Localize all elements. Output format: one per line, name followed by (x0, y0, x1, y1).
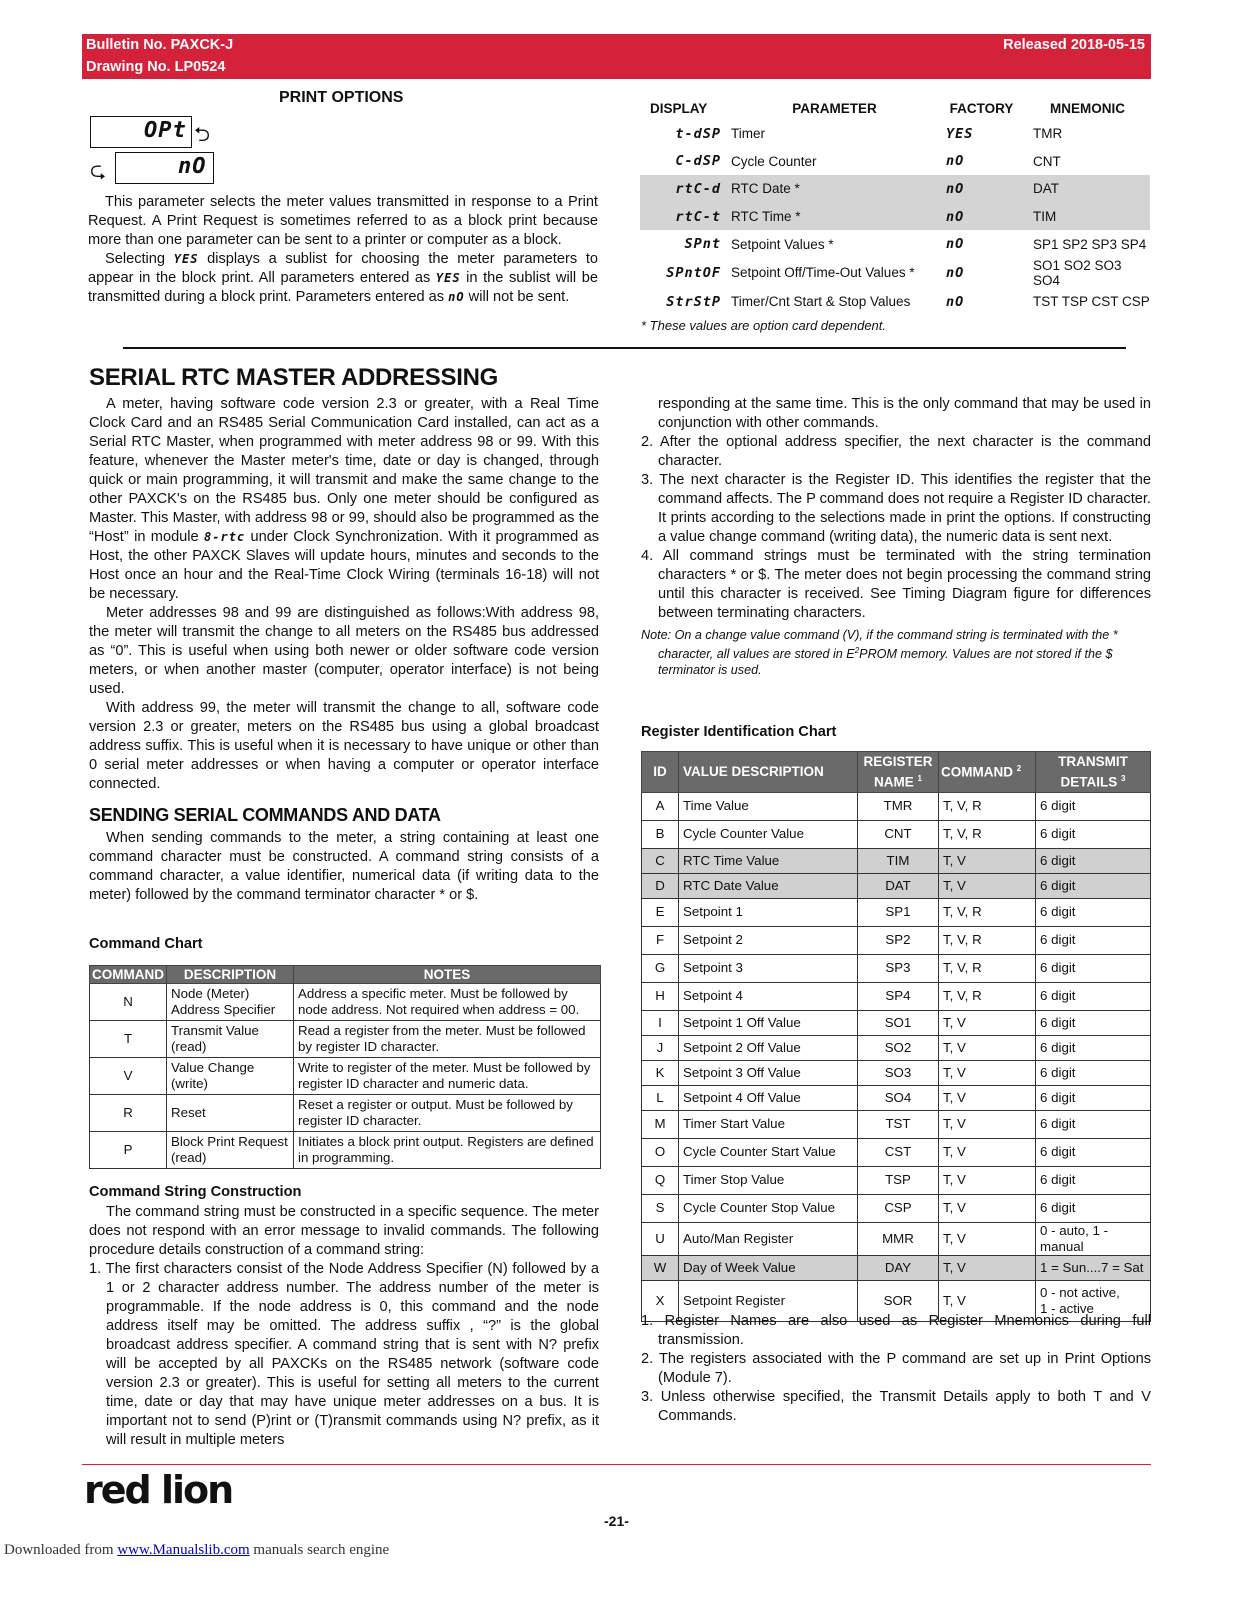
col-mnemonic: MNEMONIC (1050, 100, 1125, 116)
table-row: rtC-d RTC Date * nO DAT (640, 175, 1150, 203)
table-row: A Time Value TMR T, V, R 6 digit (642, 792, 1151, 820)
table-row: F Setpoint 2 SP2 T, V, R 6 digit (642, 926, 1151, 954)
sending-text: When sending commands to the meter, a string containing at least one command character must be constructed. A command string consists of a command character, a value identifier, numerical data (if writing data to the meter) followed by the command terminator character * or $. (89, 830, 599, 903)
red-lion-logo: red lion (84, 1468, 233, 1512)
arrow-forward-icon: ⮎ (90, 160, 107, 182)
arrow-return-icon: ⮌ (194, 124, 211, 146)
step-4: 4. All command strings must be terminated with the string termination characters * or $. The meter does not begin processing the command string until this character is received. See Timing Diagram figure for differences between terminating characters. (641, 548, 1151, 621)
step-2: 2. After the optional address specifier, the next character is the command character. (641, 434, 1151, 469)
display-top-text: OPt (144, 118, 187, 143)
serial-rtc-para1: A meter, having software code version 2.3 or greater, with a Real Time Clock Card and an RS485 Serial Communication Card installed, can act as a Serial RTC Master, when programmed with meter address 98 or 99. With this feature, whenever the Master meter's time, date or day is changed, through quick or main programming, it will transmit and make the same change to the other PAXCK's on the RS485 bus. Only one meter should be configured as Master. This Master, with address 98 or 99, should also be programmed as the “Host” in module 8-rtc under Clock Synchronization. With it programmed as Host, the other PAXCK Slaves will update hours, minutes and seconds to the Host once an hour and the Real-Time Clock Wiring (terminals 16-18) will not be necessary. (89, 396, 599, 602)
table-row: E Setpoint 1 SP1 T, V, R 6 digit (642, 898, 1151, 926)
table-row: U Auto/Man Register MMR T, V 0 - auto, 1 - manual (642, 1222, 1151, 1255)
manualslib-link[interactable]: www.Manualslib.com (117, 1542, 250, 1558)
display-bottom-text: nO (178, 154, 207, 179)
register-chart-table: ID VALUE DESCRIPTION REGISTER NAME $^1$ COMMAND $^2$ TRANSMIT DETAILS $^3$ A Time Value TMR T, V, R 6 digit B Cycle Counter Value CNT T, V, R 6 digit C RTC Time Value TIM T, V 6 digit D RTC Date Value DAT T, V 6 digit E Setpoint 1 SP1 T, V, R 6 digit F Setpoint 2 SP2 T, V, R 6 digit G Setpoint 3 SP3 T, V, R 6 digit H Setpoint 4 SP4 T, V, R 6 digit I Setpoint 1 Off Value SO1 T, V 6 digit J Setpoint 2 Off Value SO2 T, V 6 digit K Setpoint 3 Off Value SO3 T, V 6 digit L Setpoint 4 Off Value SO4 T, V 6 digit M Timer Start Value TST T, V 6 digit O Cycle Counter Start Value CST T, V 6 digit Q Timer Stop Value TSP T, V 6 digit S Cycle Counter Stop Value CSP T, V 6 digit U Auto/Man Register MMR T, V 0 - auto, 1 - manual W Day of Week Value DAY T, V 1 = Sun....7 = Sat X Setpoint Register SOR T, V 0 - not active, 1 - active (641, 751, 1151, 1322)
print-options-title: PRINT OPTIONS (279, 89, 404, 106)
table-row: S Cycle Counter Stop Value CSP T, V 6 digit (642, 1194, 1151, 1222)
col-display: DISPLAY (650, 100, 708, 116)
table-row: D RTC Date Value DAT T, V 6 digit (642, 873, 1151, 898)
construction-text-cont: responding at the same time. This is the only command that may be used in conjunction with other commands. 2. After the optional address specifier, the next character is the command character. 3. The next character is the Register ID. This identifies the register that the command affects. The P command does not require a Register ID character. It prints according to the selections made in print the options. If constructing a value change command (writing data), the numeric data is sent next. 4. All command strings must be terminated with the string termination characters * or $. The meter does not begin processing the command string until this character is received. See Timing Diagram figure for differences between terminating characters. Note: On a change value command (V), if the command string is terminated with the * character, all values are stored in $E^2PROM$ memory. Values are not stored if the $ terminator is used. (641, 396, 1151, 678)
serial-rtc-text (89, 395, 599, 794)
header-bar (82, 34, 1151, 79)
construction-title: Command String Construction (89, 1184, 302, 1200)
table-row: L Setpoint 4 Off Value SO4 T, V 6 digit (642, 1085, 1151, 1110)
register-notes: 1. Register Names are also used as Register Mnemonics during full transmission. 2. The registers associated with the P command are set up in Print Options (Module 7). 3. Unless otherwise specified, the Transmit Details apply to both T and V Commands. (641, 1313, 1151, 1424)
display-graphic (88, 114, 223, 186)
print-options-text (88, 193, 598, 307)
table-row: P Block Print Request (read) Initiates a block print output. Registers are defined in programming. (90, 1132, 601, 1169)
table-row: Q Timer Stop Value TSP T, V 6 digit (642, 1166, 1151, 1194)
table-row: T Transmit Value (read) Read a register from the meter. Must be followed by register ID character. (90, 1021, 601, 1058)
print-options-para1: This parameter selects the meter values transmitted in response to a Print Request. A Print Request is sometimes referred to as a block print because more than one parameter can be sent to a printer or computer as a block. (88, 194, 598, 248)
table-row: SPnt Setpoint Values * nO SP1 SP2 SP3 SP4 (684, 236, 1147, 253)
table-row: R Reset Reset a register or output. Must be followed by register ID character. (90, 1095, 601, 1132)
table-row: H Setpoint 4 SP4 T, V, R 6 digit (642, 982, 1151, 1010)
col-factory: FACTORY (949, 100, 1014, 116)
table-row: C-dSP Cycle Counter nO CNT (675, 153, 1061, 170)
section-divider (123, 347, 1126, 349)
release-date: Released 2018-05-15 (1003, 37, 1145, 53)
table-row: X Setpoint Register SOR T, V 0 - not active, 1 - active (642, 1280, 1151, 1321)
table-row: StrStP Timer/Cnt Start & Stop Values nO TST TSP CST CSP (666, 293, 1150, 310)
register-chart-title: Register Identification Chart (641, 724, 837, 740)
serial-rtc-title: SERIAL RTC MASTER ADDRESSING (89, 364, 498, 391)
col-parameter: PARAMETER (792, 100, 877, 116)
serial-rtc-para3: With address 99, the meter will transmit the change to all, software code version 2.3 or greater, meters on the RS485 bus using a global broadcast address suffix. This is useful when it is necessary to have unique or other than 0 serial meter addresses or when having a computer or operator interface connected. (89, 700, 599, 792)
drawing-number: Drawing No. LP0524 (86, 59, 226, 75)
sending-title: SENDING SERIAL COMMANDS AND DATA (89, 805, 441, 825)
table-row: B Cycle Counter Value CNT T, V, R 6 digit (642, 820, 1151, 848)
bulletin-number: Bulletin No. PAXCK-J (86, 37, 234, 53)
table-row: O Cycle Counter Start Value CST T, V 6 digit (642, 1138, 1151, 1166)
serial-rtc-para2: Meter addresses 98 and 99 are distinguished as follows:With address 98, the meter will transmit the change to all meters on the RS485 bus addressed as “0”. This is useful when using both newer or older software code version meters, or when another master (computer, operator interface) is not being used. (89, 605, 599, 697)
step-1: 1. The first characters consist of the Node Address Specifier (N) followed by a 1 or 2 character address number. The address number of the meter is programmable. If the node address is 0, this command and the node address itself may be omitted. The address suffix , “?” is the global broadcast address specifier. A command string that is sent with N? prefix will be accepted by all PAXCKs on the RS485 network (software code version 2.3 or greater). This is useful for setting all meters to the current time, date or day that may have unique meter addresses on a bus. It is important not to send (P)rint or (T)ransmit commands using N? prefix, as it will result in multiple meters (89, 1261, 599, 1448)
construction-text: The command string must be constructed in a specific sequence. The meter does not respond with an error message to invalid commands. The following procedure details construction of a command string: 1. The first characters consist of the Node Address Specifier (N) followed by a 1 or 2 character address number. The address number of the meter is programmable. If the node address is 0, this command and the node address itself may be omitted. The address suffix , “?” is the global broadcast address specifier. A command string that is sent with N? prefix will be accepted by all PAXCKs on the RS485 network (software code version 2.3 or greater). This is useful for setting all meters to the current time, date or day that may have unique meter addresses on a bus. It is important not to send (P)rint or (T)ransmit commands using N? prefix, as it will result in multiple meters (89, 1204, 599, 1448)
command-chart-title: Command Chart (89, 936, 203, 952)
print-parameter-table (640, 96, 1150, 316)
page-number: -21- (604, 1513, 629, 1529)
print-options-para2: Selecting YES displays a sublist for choosing the meter parameters to appear in the block print. All parameters entered as YES in the sublist will be transmitted during a block print. Parameters entered as nO will not be sent. (88, 251, 599, 305)
step-3: 3. The next character is the Register ID. This identifies the register that the command affects. The P command does not require a Register ID character. It prints according to the selections made in print the options. If constructing a value change command (writing data), the numeric data is sent next. (641, 472, 1151, 545)
table-row: rtC-t RTC Time * nO TIM (640, 203, 1150, 231)
table-row: K Setpoint 3 Off Value SO3 T, V 6 digit (642, 1060, 1151, 1085)
table-row: SPntOF Setpoint Off/Time-Out Values * nO SO1 SO2 SO3 SO4 (666, 257, 1122, 288)
table-row: C RTC Time Value TIM T, V 6 digit (642, 848, 1151, 873)
table-row: I Setpoint 1 Off Value SO1 T, V 6 digit (642, 1010, 1151, 1035)
footer-divider (82, 1464, 1151, 1465)
construction-note: Note: On a change value command (V), if the command string is terminated with the * character, all values are stored in $E^2PROM$ memory. Values are not stored if the $ terminator is used. (641, 628, 1118, 678)
table-row: N Node (Meter) Address Specifier Address a specific meter. Must be followed by node address. Not required when address = 00. (90, 984, 601, 1021)
command-chart-table: COMMAND DESCRIPTION NOTES N Node (Meter) Address Specifier Address a specific meter. Must be followed by node address. Not required when address = 00. T Transmit Value (read) Read a register from the meter. Must be followed by register ID character. V Value Change (write) Write to register of the meter. Must be followed by register ID character and numeric data. R Reset Reset a register or output. Must be followed by register ID character. P Block Print Request (read) Initiates a block print output. Registers are defined in programming. (89, 965, 601, 1169)
table-row: t-dSP Timer YES TMR (675, 125, 1063, 142)
table-row: V Value Change (write) Write to register of the meter. Must be followed by register ID character and numeric data. (90, 1058, 601, 1095)
table-row: M Timer Start Value TST T, V 6 digit (642, 1110, 1151, 1138)
table-row: J Setpoint 2 Off Value SO2 T, V 6 digit (642, 1035, 1151, 1060)
print-params-note: * These values are option card dependent. (641, 318, 887, 333)
table-row: W Day of Week Value DAY T, V 1 = Sun....7 = Sat (642, 1255, 1151, 1280)
table-row: G Setpoint 3 SP3 T, V, R 6 digit (642, 954, 1151, 982)
download-notice: Downloaded from www.Manualslib.com manuals search engine (4, 1542, 390, 1558)
